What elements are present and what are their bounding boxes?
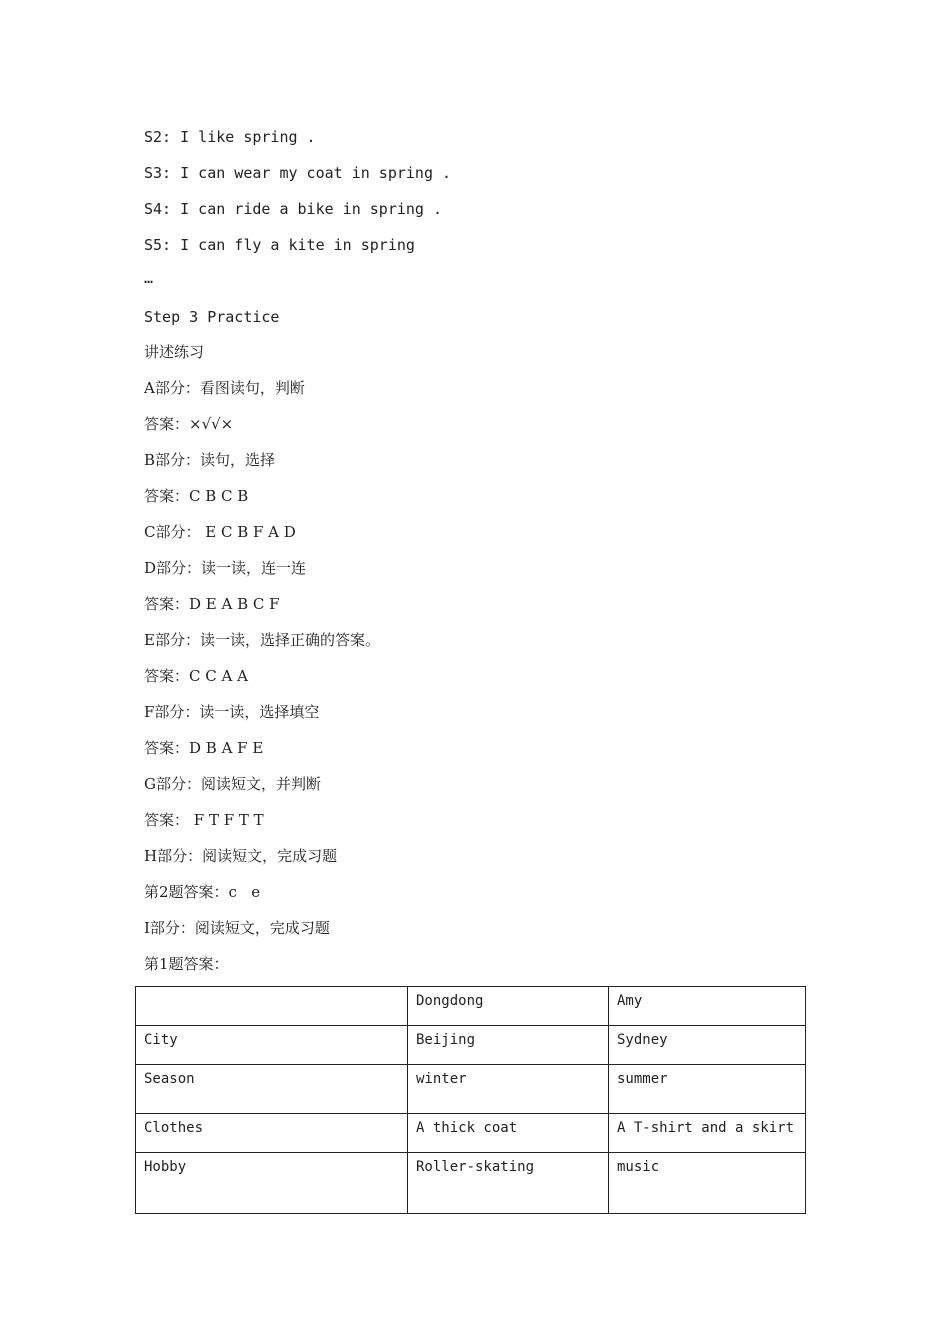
part-f-answer: 答案：D B A F E bbox=[144, 739, 264, 757]
table-row bbox=[136, 1153, 806, 1214]
table-cell: Season bbox=[136, 1065, 408, 1114]
part-b-answer: 答案：C B C B bbox=[144, 487, 249, 505]
table-header-row bbox=[136, 987, 806, 1026]
table-row bbox=[136, 1065, 806, 1114]
table-cell: Sydney bbox=[609, 1026, 806, 1065]
table-cell: Hobby bbox=[136, 1153, 408, 1214]
dialogue-line-s4: S4: I can ride a bike in spring . bbox=[144, 200, 443, 218]
part-a-instruction: A部分：看图读句，判断 bbox=[144, 379, 305, 397]
table-cell: summer bbox=[609, 1065, 806, 1114]
part-f-instruction: F部分：读一读，选择填空 bbox=[144, 703, 320, 721]
table-cell: Amy bbox=[609, 987, 806, 1026]
part-g-answer: 答案： F T F T T bbox=[144, 811, 264, 829]
table-row bbox=[136, 1026, 806, 1065]
table-cell: winter bbox=[408, 1065, 609, 1114]
part-h-instruction: H部分：阅读短文，完成习题 bbox=[144, 847, 338, 865]
table-cell: Clothes bbox=[136, 1114, 408, 1153]
part-d-answer: 答案：D E A B C F bbox=[144, 595, 280, 613]
ellipsis-line: … bbox=[144, 269, 154, 287]
part-g-instruction: G部分：阅读短文，并判断 bbox=[144, 775, 321, 793]
dialogue-line-s3: S3: I can wear my coat in spring . bbox=[144, 164, 452, 182]
part-c-answer: C部分： E C B F A D bbox=[144, 523, 296, 541]
dialogue-line-s5: S5: I can fly a kite in spring bbox=[144, 236, 415, 254]
part-e-answer: 答案：C C A A bbox=[144, 667, 248, 685]
part-i-instruction: I部分：阅读短文，完成习题 bbox=[144, 919, 330, 937]
table-cell: Beijing bbox=[408, 1026, 609, 1065]
table-cell: Dongdong bbox=[408, 987, 609, 1026]
table-cell bbox=[136, 987, 408, 1026]
answer-table bbox=[135, 986, 806, 1214]
part-a-answer: 答案：×√√× bbox=[144, 415, 234, 433]
part-i-answer-label: 第1题答案： bbox=[144, 955, 229, 973]
table-cell: City bbox=[136, 1026, 408, 1065]
part-d-instruction: D部分：读一读，连一连 bbox=[144, 559, 307, 577]
table-cell: A thick coat bbox=[408, 1114, 609, 1153]
part-e-instruction: E部分：读一读，选择正确的答案。 bbox=[144, 631, 380, 649]
table-cell: Roller-skating bbox=[408, 1153, 609, 1214]
table-row bbox=[136, 1114, 806, 1153]
table-cell: music bbox=[609, 1153, 806, 1214]
section-title: 讲述练习 bbox=[144, 343, 205, 361]
dialogue-line-s2: S2: I like spring . bbox=[144, 128, 316, 146]
part-b-instruction: B部分：读句，选择 bbox=[144, 451, 276, 469]
part-h-answer: 第2题答案：c e bbox=[144, 883, 261, 901]
step-heading: Step 3 Practice bbox=[144, 308, 280, 326]
table-cell: A T-shirt and a skirt bbox=[609, 1114, 806, 1153]
